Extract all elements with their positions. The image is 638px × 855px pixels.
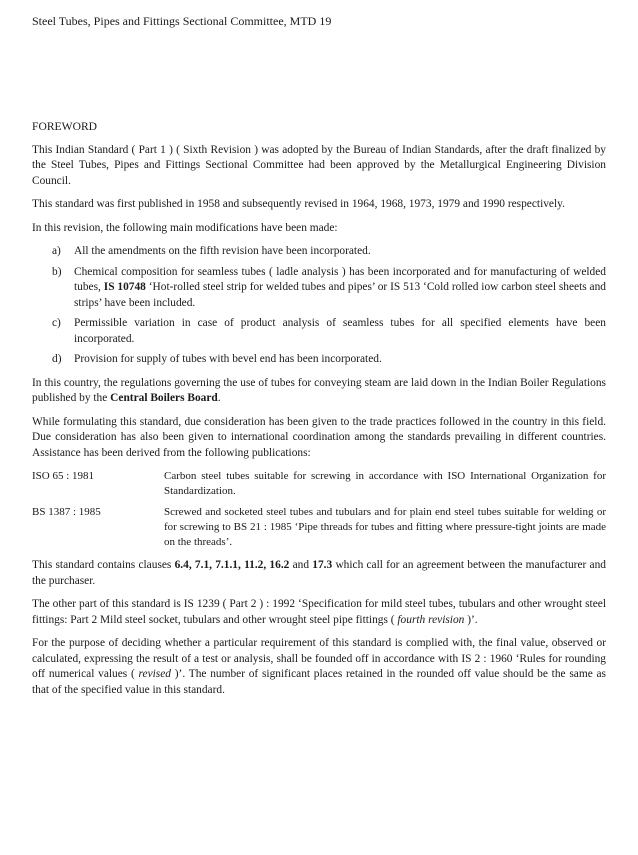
publications-list <box>32 469 606 550</box>
bold-clauses: 6.4, 7.1, 7.1.1, 11.2, 16.2 <box>174 559 290 571</box>
bold-board-name: Central Boilers Board <box>110 392 218 404</box>
italic-revision: fourth revision <box>397 613 465 626</box>
committee-header: Steel Tubes, Pipes and Fittings Sectional Committee, MTD 19 <box>32 14 332 28</box>
list-marker: c) <box>52 317 61 329</box>
list-item <box>32 352 606 368</box>
list-item <box>32 244 606 260</box>
list-item-text: Permissible variation in case of product analysis of seamless tubes for all specified elements have been incorporated. <box>74 317 606 345</box>
list-marker: a) <box>52 245 61 257</box>
text-run: This standard contains clauses <box>32 559 175 571</box>
text-run: which call for an agreement between the manufacturer and the purchaser. <box>32 559 606 587</box>
text-run: . <box>217 392 221 404</box>
list-marker: b) <box>52 265 62 278</box>
text-run: Chemical composition for seamless tubes ( ladle analysis ) has been incorporated and for manufacturing of welded tubes, <box>74 265 606 293</box>
publication-row <box>32 505 606 550</box>
paragraph-boiler-regulations <box>32 376 606 407</box>
publication-row <box>32 469 606 499</box>
foreword-section <box>32 119 606 706</box>
list-item-text <box>68 265 606 312</box>
bold-clause-last: 17.3 <box>312 559 333 571</box>
bold-standard-ref: IS 10748 <box>103 281 146 293</box>
text-run: In this country, the regulations governing the use of tubes for conveying steam are laid down in the Indian Boiler Regulations published by the <box>32 376 606 404</box>
list-item <box>32 265 606 312</box>
text-run: )’. <box>464 613 478 626</box>
text-run: The other part of this standard is IS 1239 ( Part 2 ) : 1992 ‘Specification for mild steel tubes, tubulars and other wrought steel fittings: Part 2 Mild steel socket, tubulars and other wrought steel pipe fittings ( <box>32 598 606 626</box>
paragraph-rounding <box>32 636 606 698</box>
paragraph-history: This standard was first published in 1958 and subsequently revised in 1964, 1968, 1973, 1979 and 1990 respectively. <box>32 198 565 210</box>
text-run: For the purpose of deciding whether a particular requirement of this standard is complied with, the final value, observed or calculated, expressing the result of a test or analysis, shall be founded off in accordance with IS 2 : 1960 ‘Rules for rounding off numerical values ( <box>32 637 606 680</box>
list-item <box>32 316 606 347</box>
paragraph-clauses <box>32 558 606 589</box>
paragraph-other-part <box>32 597 606 628</box>
paragraph-adoption: This Indian Standard ( Part 1 ) ( Sixth Revision ) was adopted by the Bureau of Indian Standards, after the draft finalized by the Steel Tubes, Pipes and Fittings Sectional Committee had been approved by the Metallurgical Engineering Division Council. <box>32 143 606 187</box>
publication-description: Screwed and socketed steel tubes and tubulars and for plain end steel tubes suitable for welding or for screwing to BS 21 : 1985 ‘Pipe threads for tubes and fitting where pressure-tight joints are made on the threads’. <box>164 506 606 548</box>
list-item-text: All the amendments on the fifth revision have been incorporated. <box>74 245 371 257</box>
publication-description: Carbon steel tubes suitable for screwing in accordance with ISO International Organization for Standardization. <box>164 470 606 497</box>
paragraph-modifications-intro: In this revision, the following main modifications have been made: <box>32 221 338 234</box>
text-run: ‘Hot-rolled steel strip for welded tubes and pipes’ or IS 513 ‘Cold rolled iow carbon steel sheets and strips’ have been included. <box>74 281 606 309</box>
text-run: )’. The number of significant places retained in the rounded off value should be the same as that of the specified value in this standard. <box>32 668 606 696</box>
list-marker: d) <box>52 353 62 365</box>
list-item-text: Provision for supply of tubes with bevel end has been incorporated. <box>74 353 382 365</box>
publication-code: ISO 65 : 1981 <box>32 470 95 482</box>
italic-revised: revised <box>138 668 171 680</box>
publication-code: BS 1387 : 1985 <box>32 506 101 518</box>
foreword-heading: FOREWORD <box>32 120 98 133</box>
paragraph-formulation: While formulating this standard, due consideration has been given to the trade practices followed in the country in this field. Due consideration has also been given to international coordination among the standards prevailing in different countries. Assistance has been derived from the following publications: <box>32 415 606 459</box>
text-run: and <box>289 559 313 571</box>
modifications-list <box>32 244 606 368</box>
